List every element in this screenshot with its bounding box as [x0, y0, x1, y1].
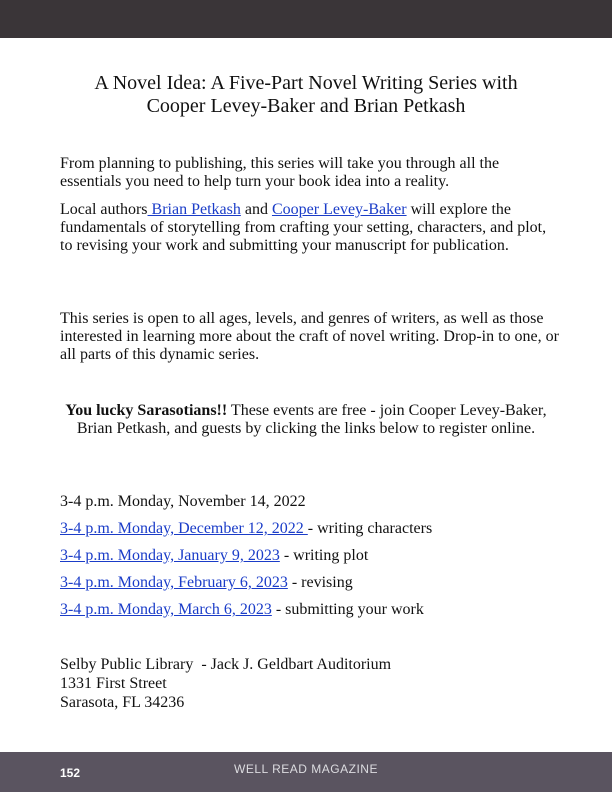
intro-paragraph: From planning to publishing, this series will take you through all the essentials you need to help turn your book idea into a reality. [60, 155, 500, 190]
footer-bar [0, 752, 612, 792]
title-line-1: A Novel Idea: A Five-Part Novel Writing Series with [94, 72, 518, 94]
audience-paragraph: This series is open to all ages, levels, and genres of writers, as well as those interested in learning more about the craft of novel writing. Drop-in to one, or all parts of this dynamic series. [60, 310, 559, 363]
event-item [60, 547, 560, 565]
event-item [60, 520, 560, 538]
event-item [60, 601, 560, 619]
event-register-link[interactable]: 3-4 p.m. Monday, February 6, 2023 [60, 574, 288, 591]
top-bar [0, 0, 612, 38]
event-topic: - writing plot [279, 547, 369, 564]
callout-paragraph [56, 402, 556, 438]
event-topic: - submitting your work [271, 601, 424, 618]
venue-address [60, 655, 391, 712]
callout-text: These events are free - join Cooper Levey-Baker, Brian Petkash, and guests by clicking the links below to register online. [76, 402, 547, 437]
page-number: 152 [60, 766, 81, 780]
cooper-levey-baker-link[interactable]: Cooper Levey-Baker [271, 201, 407, 218]
event-date: 3-4 p.m. Monday, November 14, 2022 [60, 493, 306, 510]
address-line-2: 1331 First Street [60, 675, 167, 692]
authors-suffix: will explore the fundamentals of storytelling from crafting your setting, characters, and plot, to revising your work and submitting your manuscript for publication. [60, 201, 547, 254]
event-register-link[interactable]: 3-4 p.m. Monday, December 12, 2022 [60, 520, 308, 537]
title-line-2: Cooper Levey-Baker and Brian Petkash [146, 95, 466, 117]
authors-and: and [240, 201, 272, 218]
event-register-link[interactable]: 3-4 p.m. Monday, January 9, 2023 [60, 547, 280, 564]
article-title [60, 72, 552, 118]
event-item [60, 574, 560, 592]
event-topic: - revising [287, 574, 353, 591]
authors-prefix: Local authors [60, 201, 148, 218]
event-item [60, 493, 560, 511]
callout-bold: You lucky Sarasotians!! [65, 402, 228, 419]
magazine-name: WELL READ MAGAZINE [234, 762, 378, 776]
brian-petkash-link[interactable]: Brian Petkash [147, 201, 241, 218]
address-line-3: Sarasota, FL 34236 [60, 694, 185, 711]
authors-paragraph [60, 201, 560, 255]
event-topic: - writing characters [307, 520, 433, 537]
event-register-link[interactable]: 3-4 p.m. Monday, March 6, 2023 [60, 601, 272, 618]
address-line-1: Selby Public Library - Jack J. Geldbart Auditorium [60, 656, 392, 673]
